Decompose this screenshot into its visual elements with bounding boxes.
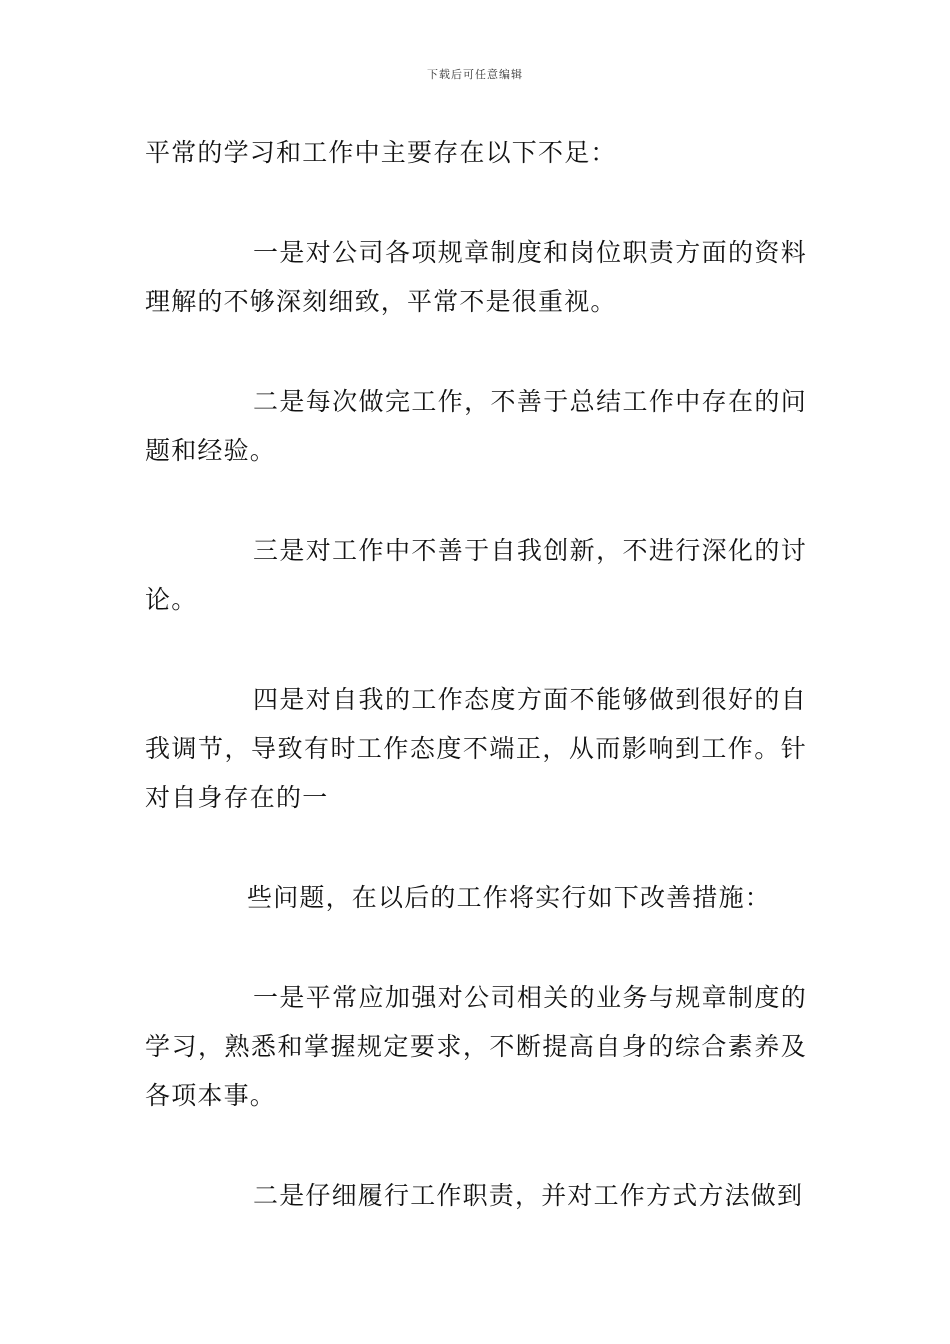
paragraph-shortcoming-3: 三是对工作中不善于自我创新，不进行深化的讨论。 [145, 536, 807, 614]
paragraph-improvement-2: 二是仔细履行工作职责，并对工作方式方法做到 [253, 1181, 804, 1210]
paragraph-shortcoming-4: 四是对自我的工作态度方面不能够做到很好的自我调节，导致有时工作态度不端正，从而影响到工作。针对自身存在的一 [145, 685, 807, 812]
paragraph-intro: 平常的学习和工作中主要存在以下不足： [145, 138, 617, 167]
paragraph-shortcoming-2: 二是每次做完工作，不善于总结工作中存在的问题和经验。 [145, 387, 807, 465]
document-body [145, 128, 807, 1220]
paragraph-shortcoming-1: 一是对公司各项规章制度和岗位职责方面的资料理解的不够深刻细致，平常不是很重视。 [145, 238, 807, 316]
paragraph-improvement-1: 一是平常应加强对公司相关的业务与规章制度的学习，熟悉和掌握规定要求，不断提高自身的综合素养及各项本事。 [145, 983, 807, 1110]
header-note: 下载后可任意编辑 [427, 68, 523, 81]
paragraph-improvement-intro: 些问题，在以后的工作将实行如下改善措施： [247, 883, 772, 912]
